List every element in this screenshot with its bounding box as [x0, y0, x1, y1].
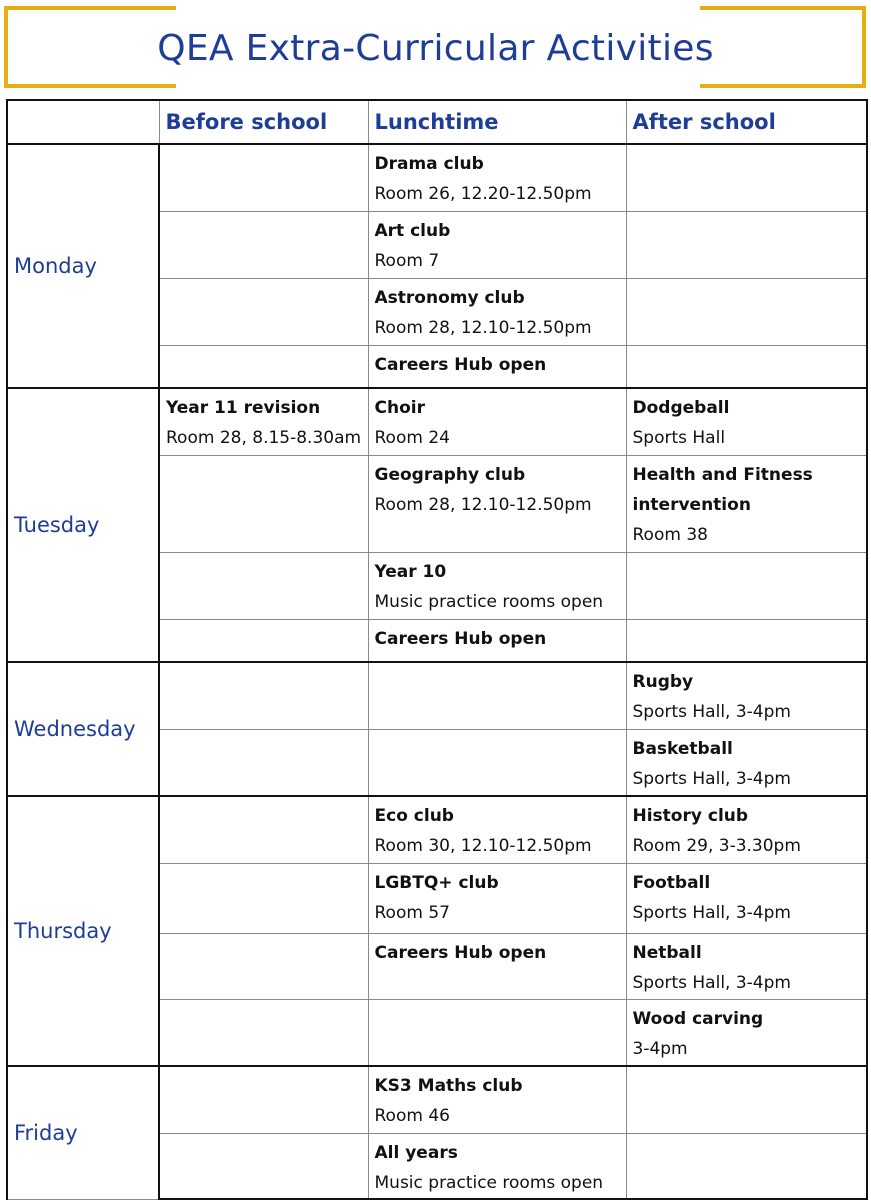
activity-detail: Sports Hall, 3-4pm [632, 972, 791, 993]
empty-cell [626, 619, 867, 662]
activity-name: Year 11 revision [166, 398, 321, 418]
activity-cell [159, 388, 368, 455]
activity-name: Careers Hub open [374, 942, 547, 963]
activity-cell [368, 619, 626, 662]
empty-cell [159, 455, 368, 552]
activity-name: Basketball [632, 738, 733, 759]
table-row [7, 1066, 867, 1133]
activity-cell [626, 999, 867, 1066]
empty-cell [626, 211, 867, 278]
activity-detail: Room 30, 12.10-12.50pm [374, 836, 592, 856]
activity-detail: Sports Hall [632, 428, 726, 448]
activity-detail: Room 28, 8.15-8.30am [166, 428, 362, 448]
activity-detail: Room 28, 12.10-12.50pm [374, 494, 592, 515]
day-label-wednesday: Wednesday [7, 662, 159, 796]
activity-name: Wood carving [632, 1008, 764, 1029]
activity-name: Football [632, 872, 711, 893]
activity-cell [368, 796, 626, 863]
activity-cell [368, 455, 626, 552]
activity-cell [626, 388, 867, 455]
activity-detail: Music practice rooms open [374, 591, 604, 612]
empty-cell [159, 552, 368, 619]
activity-name: Eco club [374, 806, 454, 826]
page-title: QEA Extra-Curricular Activities [157, 28, 714, 69]
empty-cell [368, 729, 626, 796]
activity-cell [368, 388, 626, 455]
table-row [7, 144, 867, 211]
activity-cell [368, 552, 626, 619]
activity-detail: Room 57 [374, 902, 450, 923]
header-lunchtime: Lunchtime [368, 100, 626, 144]
activity-name: Astronomy club [374, 287, 525, 308]
page-header [0, 0, 871, 92]
header-after-school: After school [626, 100, 867, 144]
activity-cell [626, 796, 867, 863]
activities-table [6, 99, 868, 1200]
table-row [7, 796, 867, 863]
empty-cell [368, 999, 626, 1066]
activity-detail: Sports Hall, 3-4pm [632, 902, 791, 923]
table-row [7, 662, 867, 729]
empty-cell [159, 662, 368, 729]
day-label-thursday: Thursday [7, 796, 159, 1066]
activity-detail: Music practice rooms open [374, 1172, 604, 1193]
empty-cell [159, 796, 368, 863]
empty-cell [159, 729, 368, 796]
empty-cell [626, 1133, 867, 1199]
activity-name: Choir [374, 398, 425, 418]
empty-cell [626, 345, 867, 388]
day-label-tuesday: Tuesday [7, 388, 159, 662]
activity-name: Art club [374, 220, 451, 241]
empty-cell [626, 144, 867, 211]
activity-name-continued: intervention [632, 494, 751, 515]
activity-cell [368, 933, 626, 999]
empty-cell [159, 278, 368, 345]
empty-cell [159, 999, 368, 1066]
empty-cell [159, 863, 368, 933]
activity-detail: Room 29, 3-3.30pm [632, 836, 801, 856]
activity-cell [626, 933, 867, 999]
activity-cell [368, 863, 626, 933]
activity-detail: Room 7 [374, 250, 440, 271]
activity-detail: Room 26, 12.20-12.50pm [374, 184, 592, 204]
activity-name: Geography club [374, 464, 526, 485]
empty-cell [159, 619, 368, 662]
activity-name: Careers Hub open [374, 628, 547, 649]
activity-cell [368, 144, 626, 211]
activity-detail: 3-4pm [632, 1038, 688, 1059]
activity-cell [368, 1066, 626, 1133]
activity-name: KS3 Maths club [374, 1076, 523, 1096]
empty-cell [626, 552, 867, 619]
activity-name: Year 10 [374, 561, 447, 582]
table-row [7, 388, 867, 455]
activity-cell [626, 729, 867, 796]
activity-name: Rugby [632, 672, 694, 692]
activity-detail: Sports Hall, 3-4pm [632, 702, 791, 722]
empty-cell [159, 211, 368, 278]
activity-cell [626, 455, 867, 552]
activity-name: Drama club [374, 154, 484, 174]
day-label-friday: Friday [7, 1066, 159, 1199]
day-label-monday: Monday [7, 144, 159, 388]
activity-name: Health and Fitness [632, 464, 813, 485]
activity-detail: Room 38 [632, 524, 708, 545]
header-corner [7, 100, 159, 144]
activity-detail: Room 24 [374, 428, 450, 448]
table-header-row [7, 100, 867, 144]
empty-cell [159, 144, 368, 211]
header-before-school: Before school [159, 100, 368, 144]
empty-cell [159, 345, 368, 388]
activity-name: Netball [632, 942, 702, 963]
activity-name: All years [374, 1142, 458, 1163]
activity-cell [368, 345, 626, 388]
empty-cell [626, 278, 867, 345]
activity-name: LGBTQ+ club [374, 872, 499, 893]
empty-cell [159, 1133, 368, 1199]
activity-name: Dodgeball [632, 398, 730, 418]
activity-cell [368, 211, 626, 278]
activity-detail: Room 46 [374, 1106, 450, 1126]
activity-cell [368, 1133, 626, 1199]
empty-cell [368, 662, 626, 729]
empty-cell [159, 1066, 368, 1133]
empty-cell [159, 933, 368, 999]
empty-cell [626, 1066, 867, 1133]
activity-name: Careers Hub open [374, 354, 547, 375]
activity-name: History club [632, 806, 749, 826]
activity-cell [626, 863, 867, 933]
activity-cell [368, 278, 626, 345]
activity-cell [626, 662, 867, 729]
activity-detail: Sports Hall, 3-4pm [632, 768, 791, 789]
activity-detail: Room 28, 12.10-12.50pm [374, 317, 592, 338]
